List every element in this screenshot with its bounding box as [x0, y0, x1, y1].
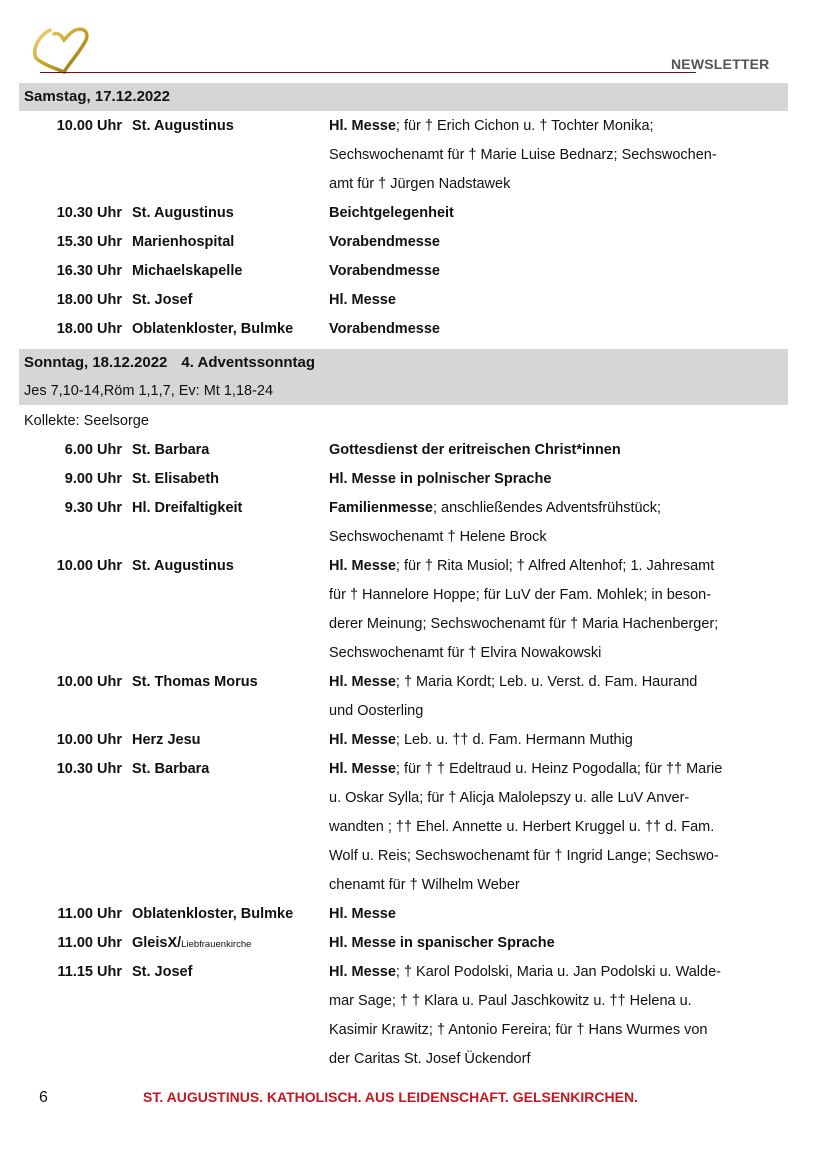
service-place-name: Hl. Dreifaltigkeit [132, 500, 243, 516]
service-type: Hl. Messe [329, 292, 396, 308]
service-place-name: Marienhospital [132, 234, 235, 250]
service-place [132, 958, 192, 987]
service-intention: Sechswochenamt † Helene Brock [329, 529, 547, 545]
service-type: Hl. Messe [329, 761, 396, 777]
service-desc-line [329, 199, 789, 228]
service-desc-line [329, 639, 789, 668]
day-readings: Jes 7,10-14,Röm 1,1,7, Ev: Mt 1,18-24 [24, 383, 274, 399]
service-type: Hl. Messe [329, 732, 396, 748]
service-desc-line [329, 141, 789, 170]
service-place [132, 257, 242, 286]
service-desc-line [329, 929, 789, 958]
service-desc-line [329, 726, 789, 755]
service-place [132, 668, 258, 697]
service-place-name: St. Thomas Morus [132, 674, 258, 690]
service-description [329, 228, 789, 257]
day-header-sunday [19, 349, 788, 405]
service-description [329, 900, 789, 929]
service-desc-line [329, 697, 789, 726]
service-description [329, 494, 789, 552]
service-intention: Kasimir Krawitz; † Antonio Fereira; für † Hans Wurmes von [329, 1022, 708, 1038]
service-place [132, 436, 209, 465]
service-desc-line [329, 1016, 789, 1045]
service-desc-line [329, 465, 789, 494]
service-time: 15.30 Uhr [56, 234, 122, 250]
service-place [132, 286, 192, 315]
service-intention: mar Sage; † † Klara u. Paul Jaschkowitz u. †† Helena u. [329, 993, 692, 1009]
day-date: Sonntag, 18.12.2022 [24, 354, 168, 371]
service-type: Hl. Messe in polnischer Sprache [329, 471, 552, 487]
service-intention: und Oosterling [329, 703, 424, 719]
service-intention: ; † Maria Kordt; Leb. u. Verst. d. Fam. Haurand [395, 674, 698, 690]
service-type: Vorabendmesse [329, 263, 440, 279]
service-type: Vorabendmesse [329, 234, 440, 250]
service-intention: ; Leb. u. †† d. Fam. Hermann Muthig [395, 732, 633, 748]
newsletter-label: NEWSLETTER [671, 56, 770, 72]
day-header-saturday [19, 83, 788, 111]
service-time: 9.30 Uhr [64, 500, 122, 516]
service-desc-line [329, 286, 789, 315]
service-place-name: St. Augustinus [132, 118, 234, 134]
service-time: 11.15 Uhr [57, 964, 122, 980]
service-time: 11.00 Uhr [57, 935, 122, 951]
day-title [19, 349, 788, 377]
service-intention: Sechswochenamt für † Marie Luise Bednarz; Sechswochen- [329, 147, 717, 163]
service-intention: u. Oskar Sylla; für † Alicja Malolepszy u. alle LuV Anver- [329, 790, 690, 806]
service-time: 10.00 Uhr [56, 558, 122, 574]
heart-logo-icon [30, 26, 92, 74]
header-divider [40, 72, 696, 73]
service-desc-line [329, 315, 789, 344]
service-desc-line [329, 813, 789, 842]
service-desc-line [329, 494, 789, 523]
service-description [329, 552, 789, 668]
service-place [132, 552, 234, 581]
service-place [132, 465, 219, 494]
kollekte-note: Kollekte: Seelsorge [24, 413, 149, 429]
service-place-name: St. Josef [132, 964, 193, 980]
service-intention: chenamt für † Wilhelm Weber [329, 877, 520, 893]
service-intention: Sechswochenamt für † Elvira Nowakowski [329, 645, 602, 661]
service-description [329, 726, 789, 755]
service-intention: ; für † Erich Cichon u. † Tochter Monika; [395, 118, 654, 134]
service-place [132, 755, 209, 784]
service-type: Hl. Messe [329, 118, 396, 134]
service-intention: für † Hannelore Hoppe; für LuV der Fam. Mohlek; in beson- [329, 587, 712, 603]
service-place-name: Michaelskapelle [132, 263, 243, 279]
service-intention: Wolf u. Reis; Sechswochenamt für † Ingrid Lange; Sechswo- [329, 848, 719, 864]
service-desc-line [329, 170, 789, 199]
service-desc-line [329, 958, 789, 987]
service-desc-line [329, 436, 789, 465]
service-description [329, 668, 789, 726]
service-desc-line [329, 610, 789, 639]
service-intention: der Caritas St. Josef Ückendorf [329, 1051, 531, 1067]
service-description [329, 199, 789, 228]
service-desc-line [329, 228, 789, 257]
service-desc-line [329, 987, 789, 1016]
service-intention: wandten ; †† Ehel. Annette u. Herbert Kruggel u. †† d. Fam. [329, 819, 715, 835]
service-intention: ; für † Rita Musiol; † Alfred Altenhof; 1. Jahresamt [395, 558, 715, 574]
service-time: 10.00 Uhr [56, 732, 122, 748]
service-type: Vorabendmesse [329, 321, 440, 337]
service-description [329, 286, 789, 315]
day-title: Samstag, 17.12.2022 [24, 88, 170, 105]
service-place-name: St. Barbara [132, 442, 210, 458]
service-description [329, 755, 789, 900]
footer-slogan: ST. AUGUSTINUS. KATHOLISCH. AUS LEIDENSCHAFT. GELSENKIRCHEN. [143, 1089, 638, 1105]
service-place [132, 228, 234, 257]
service-place-name: St. Augustinus [132, 558, 234, 574]
service-desc-line [329, 257, 789, 286]
service-place [132, 929, 251, 959]
service-place [132, 199, 234, 228]
service-type: Hl. Messe in spanischer Sprache [329, 935, 555, 951]
service-time: 18.00 Uhr [56, 292, 122, 308]
service-desc-line [329, 900, 789, 929]
service-place [132, 315, 293, 344]
service-time: 11.00 Uhr [57, 906, 122, 922]
service-type: Beichtgelegenheit [329, 205, 454, 221]
service-time: 18.00 Uhr [56, 321, 122, 337]
service-type: Hl. Messe [329, 906, 396, 922]
service-description [329, 315, 789, 344]
service-desc-line [329, 112, 789, 141]
service-description [329, 436, 789, 465]
service-intention: ; † Karol Podolski, Maria u. Jan Podolski u. Walde- [395, 964, 721, 980]
service-time: 10.30 Uhr [56, 205, 122, 221]
page-number: 6 [39, 1089, 48, 1106]
service-desc-line [329, 784, 789, 813]
service-description [329, 958, 789, 1074]
service-intention: ; anschließendes Adventsfrühstück; [432, 500, 662, 516]
service-place-name: GleisX/ [132, 935, 182, 951]
service-desc-line [329, 755, 789, 784]
service-place-name: St. Augustinus [132, 205, 234, 221]
service-time: 9.00 Uhr [64, 471, 122, 487]
service-description [329, 257, 789, 286]
service-desc-line [329, 842, 789, 871]
service-intention: ; für † † Edeltraud u. Heinz Pogodalla; für †† Marie [395, 761, 723, 777]
service-intention: derer Meinung; Sechswochenamt für † Maria Hachenberger; [329, 616, 719, 632]
service-type: Hl. Messe [329, 964, 396, 980]
service-intention: amt für † Jürgen Nadstawek [329, 176, 511, 192]
service-type: Gottesdienst der eritreischen Christ*innen [329, 442, 621, 458]
service-desc-line [329, 668, 789, 697]
service-desc-line [329, 871, 789, 900]
service-place [132, 726, 201, 755]
service-place-name: Oblatenkloster, Bulmke [132, 906, 294, 922]
service-time: 10.00 Uhr [56, 674, 122, 690]
service-place-name: St. Josef [132, 292, 193, 308]
service-description [329, 465, 789, 494]
service-desc-line [329, 552, 789, 581]
service-type: Familienmesse [329, 500, 433, 516]
service-place [132, 494, 242, 523]
service-place-name: St. Barbara [132, 761, 210, 777]
service-place-name: Oblatenkloster, Bulmke [132, 321, 294, 337]
day-occasion: 4. Adventssonntag [181, 354, 316, 371]
service-place-name: Herz Jesu [132, 732, 201, 748]
service-desc-line [329, 1045, 789, 1074]
service-desc-line [329, 523, 789, 552]
service-time: 10.00 Uhr [56, 118, 122, 134]
service-place-detail: Liebfrauenkirche [181, 939, 252, 950]
service-place-name: St. Elisabeth [132, 471, 220, 487]
service-time: 16.30 Uhr [56, 263, 122, 279]
service-description [329, 929, 789, 958]
service-description [329, 112, 789, 199]
service-place [132, 112, 234, 141]
service-time: 10.30 Uhr [56, 761, 122, 777]
service-type: Hl. Messe [329, 674, 396, 690]
service-place [132, 900, 293, 929]
service-time: 6.00 Uhr [64, 442, 122, 458]
service-desc-line [329, 581, 789, 610]
service-type: Hl. Messe [329, 558, 396, 574]
